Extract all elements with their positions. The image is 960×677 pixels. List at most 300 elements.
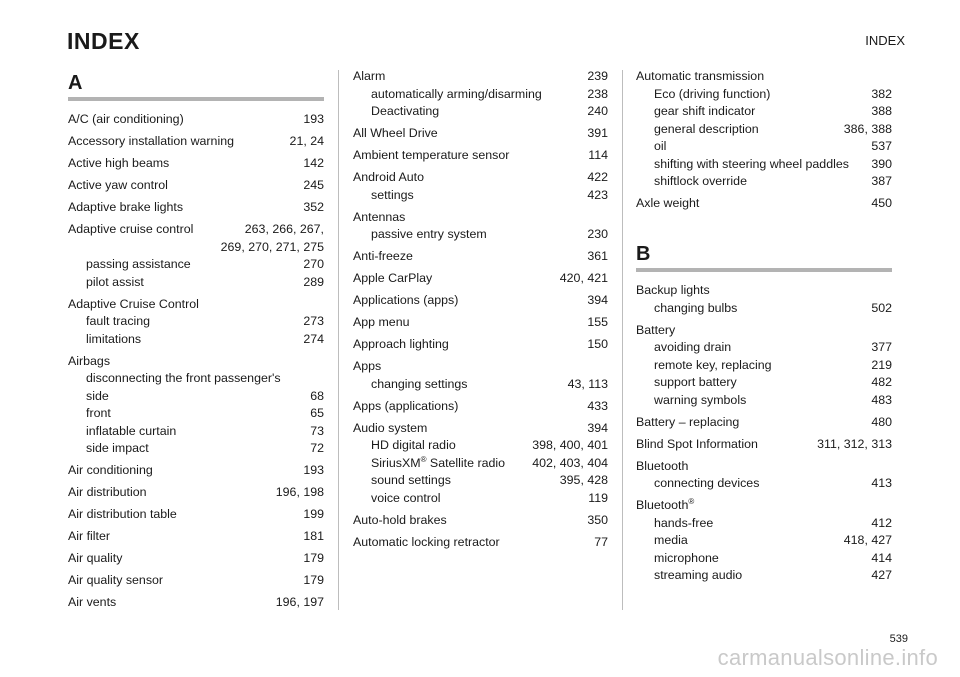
term-text: Airbags [68,353,111,368]
page-ref: 413 [871,476,892,490]
index-entry [68,506,324,524]
page-ref: 394 [587,293,608,307]
registered-mark: ® [688,496,695,506]
term-text: avoiding drain [654,340,732,354]
entry-row [353,398,608,416]
index-entry [636,458,892,493]
index-term [371,437,524,455]
index-entry [68,462,324,480]
page-ref: 502 [871,300,892,315]
subentry-row [636,550,892,568]
subentry-row [68,423,324,441]
term-text: Applications (apps) [353,293,459,307]
index-entry [636,414,892,432]
index-term [353,68,579,86]
term-text: side [86,388,109,403]
entry-row [353,68,608,86]
index-term [371,490,580,508]
term-text: Air vents [68,595,117,609]
page-ref: 193 [303,463,324,477]
term-text: passive entry system [371,227,487,241]
index-term [654,121,836,139]
index-column-3 [636,68,892,589]
index-term [68,572,295,590]
index-term [68,133,282,151]
index-term [353,512,579,530]
page-ref: 423 [587,187,608,202]
term-text: general description [654,121,759,136]
index-entry [353,209,608,244]
index-term [86,370,316,388]
index-entry [353,336,608,354]
index-term [636,195,863,213]
page-ref: 245 [303,178,324,192]
page-ref: 427 [871,568,892,582]
subentry-row [353,103,608,121]
index-term [68,199,295,217]
subentry-row [636,532,892,550]
subentry-row [636,475,892,493]
index-term [654,103,863,121]
entry-row [353,147,608,165]
term-text: Audio system [353,420,428,435]
subentry-row [353,187,608,205]
subentry-row [636,300,892,318]
index-entry [353,358,608,393]
index-term [636,322,884,340]
index-term [654,357,863,375]
index-term [68,462,295,480]
term-text: voice control [371,490,441,505]
term-text: Air filter [68,529,110,543]
page-ref: 420, 421 [559,271,608,285]
entry-row [68,484,324,502]
term-text: Adaptive Cruise Control [68,296,199,311]
page-ref: 390 [871,156,892,171]
term-text: front [86,406,111,420]
term-text: Ambient temperature sensor [353,148,510,162]
index-term [68,484,268,502]
index-term [636,436,809,454]
term-text: Auto-hold brakes [353,512,447,527]
term-text: Air distribution table [68,507,177,521]
page-ref: 450 [871,196,892,210]
term-text: Apps [353,359,382,373]
index-entry [353,248,608,266]
subentry-row [68,274,324,292]
page-ref: 414 [871,550,892,565]
index-term [86,440,302,458]
term-text: All Wheel Drive [353,126,438,140]
page-ref: 73 [310,423,324,438]
subentry-row [68,370,324,388]
entry-row [68,572,324,590]
index-term [86,388,302,406]
term-text: Apple CarPlay [353,271,433,285]
page-ref: 274 [303,331,324,346]
term-text: oil [654,139,667,153]
index-term [371,455,524,473]
index-column-2 [353,68,608,556]
page-ref: 239 [587,69,608,83]
page-ref: 181 [303,529,324,543]
index-term [68,221,237,239]
index-entry [353,420,608,508]
index-entry [636,322,892,410]
watermark: carmanualsonline.info [717,645,938,670]
index-term [68,353,316,371]
page-ref-continued: 269, 270, 271, 275 [220,239,324,254]
term-text: Anti-freeze [353,249,413,263]
page-ref: 289 [303,274,324,289]
entry-row [68,528,324,546]
page-ref: 240 [587,104,608,118]
section-letter: A [68,72,83,94]
term-text: Android Auto [353,170,424,184]
term-text: Active yaw control [68,178,168,192]
term-text: shifting with steering wheel paddles [654,156,849,171]
page-ref: 388 [871,104,892,118]
page-ref: 77 [594,534,608,549]
index-term [353,125,579,143]
index-column-1 [68,68,324,616]
index-entry [636,436,892,454]
term-text: settings [371,187,414,202]
page-ref: 199 [303,507,324,521]
term-text: media [654,533,688,547]
page-ref: 361 [587,249,608,263]
term-text: A/C (air conditioning) [68,112,184,126]
entry-row [636,436,892,454]
term-text: Air quality [68,551,123,565]
index-term [654,567,863,585]
page-ref: 230 [587,227,608,241]
index-term [353,169,579,187]
subentry-row [353,490,608,508]
subentry-row [68,405,324,423]
page-ref: 193 [303,112,324,126]
term-text: streaming audio [654,568,743,582]
index-term [654,515,863,533]
index-entry [353,398,608,416]
term-text: shiftlock override [654,174,747,188]
term-text: Adaptive cruise control [68,222,194,236]
index-term [68,296,316,314]
entry-row [353,336,608,354]
term-text: disconnecting the front passenger's [86,371,281,385]
entry-row [353,248,608,266]
index-entry [353,147,608,165]
page-ref: 196, 197 [275,595,324,609]
subentry-row [636,339,892,357]
term-text: Adaptive brake lights [68,200,184,214]
term-text: Deactivating [371,104,440,118]
index-term [68,550,295,568]
term-text: changing bulbs [654,300,738,315]
index-term [353,270,552,288]
index-entry [353,292,608,310]
page-title: INDEX [67,28,140,54]
index-term [353,534,586,552]
page-ref: 119 [588,490,608,505]
index-term [68,177,295,195]
index-entry [68,484,324,502]
term-text: Apps (applications) [353,398,459,413]
index-term [654,532,836,550]
page-ref: 483 [871,392,892,407]
page-ref: 395, 428 [559,473,608,487]
index-term [371,226,579,244]
entry-row [68,133,324,151]
page-ref: 391 [587,126,608,140]
index-term [636,497,884,515]
index-entry [353,68,608,121]
index-term [86,423,302,441]
index-entry [68,353,324,458]
page-ref: 238 [587,86,608,101]
page-ref: 65 [310,406,324,420]
index-term [86,256,295,274]
index-term [68,528,295,546]
page-ref: 273 [303,314,324,328]
index-entry [68,199,324,217]
term-text: warning symbols [654,392,747,407]
term-text: Alarm [353,69,386,83]
term-text: Blind Spot Information [636,436,758,451]
term-text: pilot assist [86,274,144,289]
index-term [654,475,863,493]
index-term [636,68,884,86]
page-ref: 480 [871,414,892,429]
page-ref: 382 [871,86,892,101]
entry-row [68,506,324,524]
header-label: INDEX [865,33,905,48]
column-divider [338,70,339,610]
index-entry [353,270,608,288]
page-ref: 196, 198 [275,485,324,499]
index-term [86,274,295,292]
entry-row [636,458,892,476]
page-ref: 179 [303,573,324,587]
page-number: 539 [889,633,908,645]
page-ref: 394 [587,420,608,435]
term-text: Battery – replacing [636,414,740,429]
term-text: automatically arming/disarming [371,86,542,101]
index-entry [68,594,324,612]
subentry-row [636,138,892,156]
page-ref: 114 [588,148,608,162]
term-text: connecting devices [654,476,760,490]
page-ref: 387 [871,174,892,188]
term-text: Accessory installation warning [68,134,234,148]
index-term [353,420,579,438]
subentry-row [636,121,892,139]
entry-row [636,282,892,300]
index-term [86,331,295,349]
entry-row [636,68,892,86]
page-ref: 433 [587,398,608,413]
page-ref: 155 [587,315,608,329]
index-entry [353,169,608,204]
term-text: SiriusXM [371,455,421,470]
entry-row [636,414,892,432]
subentry-row [636,392,892,410]
page-ref: 398, 400, 401 [532,438,608,452]
index-entry [636,195,892,213]
page-ref: 386, 388 [843,121,892,136]
page-ref: 482 [871,375,892,389]
term-text: gear shift indicator [654,104,756,118]
subentry-row [68,331,324,349]
index-entry [636,497,892,585]
subentry-row [353,86,608,104]
subentry-row [353,226,608,244]
page-ref: 270 [303,257,324,271]
page-ref: 422 [587,170,608,184]
subentry-row [636,567,892,585]
term-text: Automatic locking retractor [353,534,500,549]
entry-row [353,314,608,332]
page-ref: 72 [310,441,324,455]
index-term [654,138,863,156]
entry-row [353,512,608,530]
entry-row [353,125,608,143]
section-rule [636,268,892,272]
subentry-row [68,313,324,331]
registered-mark: ® [420,454,427,464]
term-text: changing settings [371,376,468,391]
index-term [654,339,863,357]
page-ref: 377 [871,340,892,354]
page-ref: 402, 403, 404 [532,455,608,470]
entry-row [353,169,608,187]
entry-row [636,322,892,340]
index-entry [68,111,324,129]
column-divider [622,70,623,610]
subentry-row [68,440,324,458]
page-ref: 311, 312, 313 [817,436,892,451]
term-text: Axle weight [636,196,700,210]
index-term [353,398,579,416]
index-entry [68,177,324,195]
subentry-row [636,173,892,191]
entry-row [68,353,324,371]
index-entry [353,534,608,552]
index-entry [68,155,324,173]
section-rule [68,97,324,101]
index-term [654,173,863,191]
index-term [654,392,863,410]
subentry-row [353,455,608,473]
page-ref: 43, 113 [567,376,608,391]
subentry-row [68,256,324,274]
term-text: limitations [86,331,142,346]
page-ref: 219 [871,357,892,372]
index-term [86,313,295,331]
subentry-row [636,86,892,104]
index-entry [636,68,892,191]
index-entry [353,512,608,530]
entry-row [68,462,324,480]
subentry-row [353,437,608,455]
index-term [68,111,295,129]
index-term [371,376,560,394]
entry-row [353,358,608,376]
entry-row [68,594,324,612]
entry-row [353,270,608,288]
index-entry [68,572,324,590]
entry-row [68,155,324,173]
term-text: sound settings [371,473,451,487]
index-term [636,282,884,300]
index-term [68,155,295,173]
index-term [353,292,579,310]
entry-row [68,296,324,314]
subentry-row [636,156,892,174]
term-text: Air quality sensor [68,573,164,587]
index-term [353,209,600,227]
page-ref: 150 [587,337,608,351]
page-ref: 418, 427 [843,533,892,547]
term-text: Air distribution [68,485,147,499]
term-text: passing assistance [86,257,191,271]
term-text: Battery [636,322,676,337]
term-text: Active high beams [68,156,170,170]
term-text: Backup lights [636,283,710,297]
page-ref: 350 [587,512,608,527]
term-text: HD digital radio [371,438,456,452]
index-term [68,594,268,612]
term-text: Bluetooth [636,498,689,512]
index-term [654,550,863,568]
entry-row [353,534,608,552]
term-text-after: Satellite radio [426,455,506,470]
term-text: Approach lighting [353,337,449,351]
term-text: inflatable curtain [86,423,177,438]
subentry-row [353,472,608,490]
page-ref: 412 [871,515,892,530]
page-ref: 21, 24 [289,134,324,148]
entry-row [68,550,324,568]
term-text: Air conditioning [68,463,153,477]
term-text: Antennas [353,209,406,224]
index-term [353,314,579,332]
index-entry [68,296,324,349]
entry-row [353,292,608,310]
page-ref: 179 [303,551,324,565]
subentry-row [636,374,892,392]
index-entry [68,550,324,568]
term-text: fault tracing [86,314,151,328]
index-term [371,103,579,121]
index-term [654,156,863,174]
subentry-row [353,376,608,394]
page-ref: 68 [310,388,324,403]
index-term [353,358,600,376]
entry-row [353,209,608,227]
index-term [636,414,863,432]
subentry-row [68,388,324,406]
index-term [68,506,295,524]
index-term [371,86,579,104]
term-text: hands-free [654,515,714,530]
page-ref: 142 [303,156,324,170]
index-term [654,374,863,392]
index-entry [353,125,608,143]
entry-row [68,199,324,217]
index-term [353,336,579,354]
term-text: Eco (driving function) [654,86,771,101]
